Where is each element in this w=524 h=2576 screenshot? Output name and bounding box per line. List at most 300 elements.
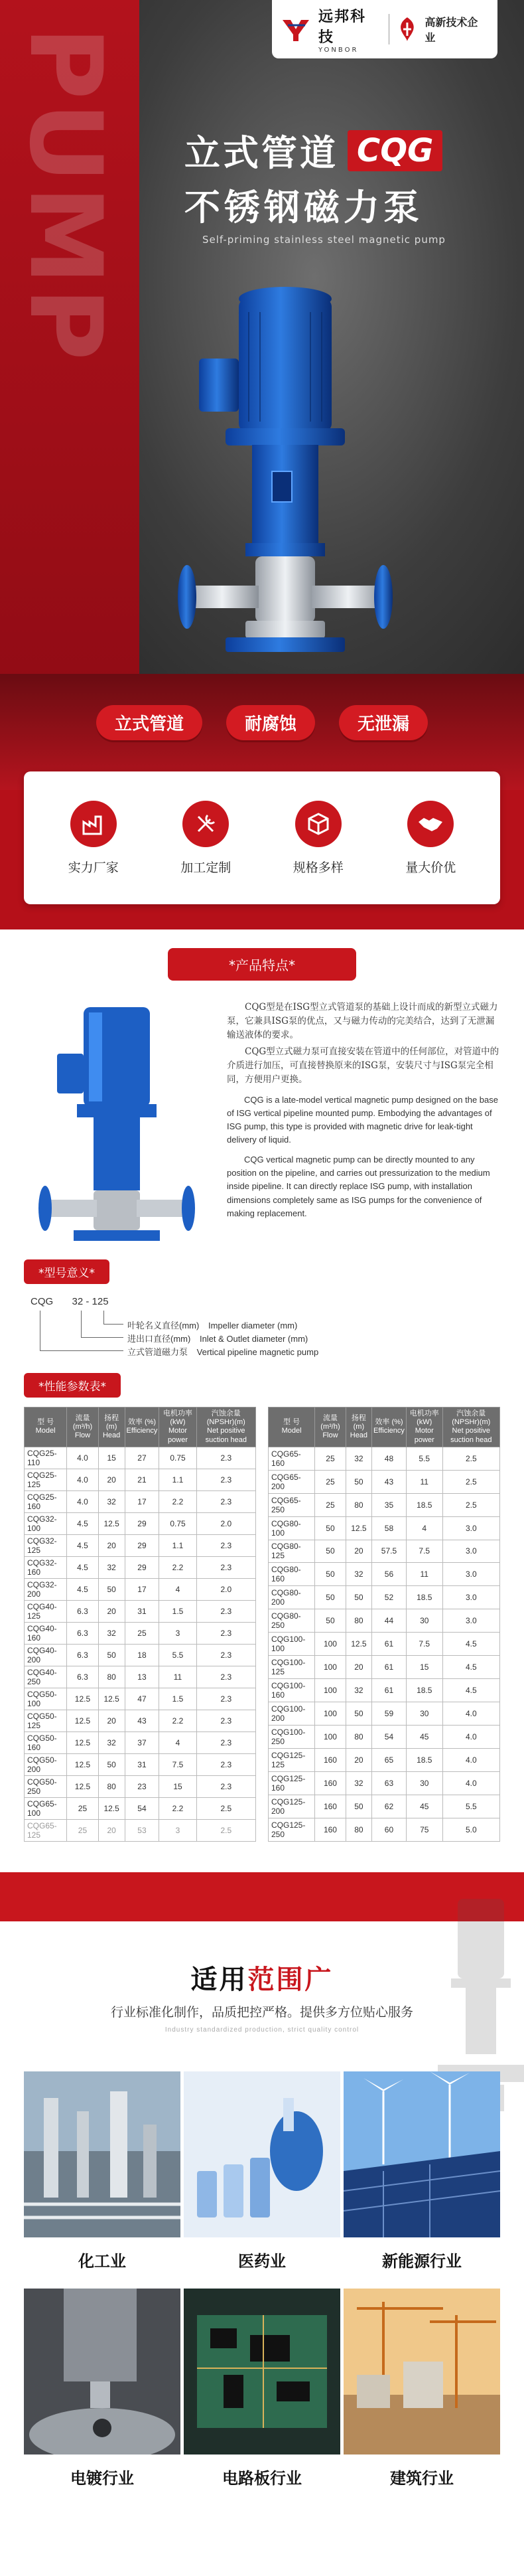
table-row (25, 1490, 256, 1512)
table-cell: 20 (98, 1819, 125, 1841)
table-cell: 0.75 (159, 1447, 196, 1469)
table-cell: 4.0 (67, 1447, 99, 1469)
table-cell: 58 (372, 1516, 407, 1540)
table-cell: 5.5 (406, 1447, 442, 1470)
hero-tag-leakfree: 无泄漏 (339, 705, 428, 740)
table-cell: CQG32-160 (25, 1556, 67, 1578)
electroplating-image (24, 2289, 180, 2455)
table-cell: CQG80-160 (269, 1563, 315, 1586)
table-cell: 160 (315, 1795, 346, 1818)
table-cell: 50 (315, 1609, 346, 1633)
table-cell: 1.1 (159, 1469, 196, 1490)
model-meaning-block (24, 1259, 500, 1373)
table-cell: 44 (372, 1609, 407, 1633)
application-section (0, 1872, 524, 2576)
product-en-paragraph-2: CQG vertical magnetic pump can be directly mounted to any position on the pipeline, and carries out pressurization to the medium inside pipeline. It can directly replace ISG pump, with installation dimensions completely same as ISG pumps for the convenience of making replacement. (227, 1155, 490, 1218)
table-cell: CQG50-100 (25, 1688, 67, 1710)
model-meaning-heading: *型号意义* (24, 1259, 109, 1284)
table-cell: 30 (406, 1702, 442, 1726)
table-cell: CQG65-250 (269, 1493, 315, 1516)
table-cell: 54 (125, 1797, 159, 1819)
table-cell: 13 (125, 1666, 159, 1688)
table-cell: 30 (406, 1609, 442, 1633)
application-title-b: 范围广 (247, 1964, 334, 1995)
table-cell: 2.3 (196, 1775, 255, 1797)
table-cell: 4.0 (67, 1490, 99, 1512)
table-cell: 54 (372, 1726, 407, 1749)
application-item (344, 2071, 500, 2271)
table-cell: CQG25-160 (25, 1490, 67, 1512)
feature-price (405, 801, 456, 876)
table-cell: 11 (159, 1666, 196, 1688)
table-cell: 37 (125, 1731, 159, 1753)
brand-name-cn: 远邦科技 (318, 8, 367, 46)
table-row (269, 1726, 500, 1749)
params-header-cell: 型 号 Model (25, 1408, 67, 1447)
table-cell: 50 (315, 1563, 346, 1586)
table-cell: 4.5 (67, 1512, 99, 1534)
table-cell: 80 (98, 1666, 125, 1688)
table-cell: 50 (98, 1578, 125, 1600)
table-row (25, 1666, 256, 1688)
table-cell: 20 (346, 1540, 371, 1563)
table-cell: 2.3 (196, 1490, 255, 1512)
application-subtitle-en: Industry standardized production, strict quality control (164, 2026, 360, 2034)
table-cell: 2.3 (196, 1731, 255, 1753)
application-title-a: 适用 (190, 1964, 248, 1995)
application-grid (24, 2071, 500, 2488)
table-cell: 1.5 (159, 1688, 196, 1710)
table-cell: CQG50-160 (25, 1731, 67, 1753)
table-cell: 3.0 (442, 1586, 499, 1609)
product-row (24, 1001, 500, 1253)
model-diagram (24, 1293, 500, 1373)
feature-label: 加工定制 (180, 860, 231, 875)
table-cell: 12.5 (98, 1688, 125, 1710)
yonbor-logo-icon (281, 16, 312, 42)
product-description (227, 1001, 500, 1253)
table-row (25, 1819, 256, 1841)
table-cell: CQG32-125 (25, 1534, 67, 1556)
table-row (269, 1818, 500, 1841)
table-cell: 2.5 (442, 1447, 499, 1470)
table-row (25, 1797, 256, 1819)
table-cell: 25 (125, 1622, 159, 1644)
table-cell: CQG65-200 (269, 1470, 315, 1493)
table-cell: 60 (372, 1818, 407, 1841)
table-row (25, 1688, 256, 1710)
table-row (269, 1470, 500, 1493)
table-row (25, 1622, 256, 1644)
table-cell: 12.5 (98, 1512, 125, 1534)
table-cell: 20 (346, 1656, 371, 1679)
params-header-en: Efficiency (126, 1427, 158, 1435)
title-cn-2: 不锈钢磁力泵 (184, 187, 423, 228)
table-row (269, 1609, 500, 1633)
table-row (25, 1644, 256, 1666)
table-cell: 100 (315, 1633, 346, 1656)
table-cell: CQG50-125 (25, 1710, 67, 1731)
table-cell: 4.5 (67, 1534, 99, 1556)
table-cell: 18.5 (406, 1586, 442, 1609)
table-cell: 17 (125, 1490, 159, 1512)
table-cell: 4.5 (442, 1633, 499, 1656)
params-header-cell: 型 号 Model (269, 1408, 315, 1447)
table-cell: 80 (98, 1775, 125, 1797)
table-cell: 2.5 (442, 1470, 499, 1493)
application-item (184, 2071, 340, 2271)
table-row (269, 1679, 500, 1702)
table-cell: 29 (125, 1512, 159, 1534)
table-cell: 48 (372, 1447, 407, 1470)
params-block (24, 1373, 500, 1842)
table-cell: 160 (315, 1818, 346, 1841)
table-cell: 4.0 (442, 1726, 499, 1749)
hero-tag-pipeline: 立式管道 (96, 705, 202, 740)
table-cell: 4.5 (67, 1578, 99, 1600)
table-cell: 2.0 (196, 1578, 255, 1600)
table-cell: CQG125-125 (269, 1748, 315, 1771)
params-header-cell: 流量 (m³/h) Flow (67, 1408, 99, 1447)
table-cell: 65 (372, 1748, 407, 1771)
table-cell: 59 (372, 1702, 407, 1726)
table-cell: 2.3 (196, 1644, 255, 1666)
table-cell: CQG125-200 (269, 1795, 315, 1818)
table-cell: 2.0 (196, 1512, 255, 1534)
table-row (269, 1586, 500, 1609)
table-cell: 7.5 (406, 1540, 442, 1563)
table-cell: 25 (67, 1797, 99, 1819)
table-cell: 1.5 (159, 1600, 196, 1622)
table-cell: 2.3 (196, 1534, 255, 1556)
table-row (269, 1540, 500, 1563)
table-cell: 100 (315, 1656, 346, 1679)
table-cell: CQG80-125 (269, 1540, 315, 1563)
table-cell: 45 (406, 1726, 442, 1749)
table-cell: 53 (125, 1819, 159, 1841)
table-cell: 3 (159, 1819, 196, 1841)
model-item-cn: 叶轮名义直径(mm) (127, 1321, 200, 1330)
application-label: 新能源行业 (382, 2251, 462, 2271)
brand-name-en: YONBOR (318, 46, 359, 54)
title-en: Self-priming stainless steel magnetic pump (202, 234, 446, 246)
params-header-en: Head (350, 1431, 368, 1439)
table-row (25, 1578, 256, 1600)
table-cell: 2.3 (196, 1710, 255, 1731)
application-label: 建筑行业 (390, 2468, 454, 2488)
table-cell: 80 (346, 1726, 371, 1749)
table-cell: 20 (98, 1469, 125, 1490)
table-cell: 56 (372, 1563, 407, 1586)
leader-line (81, 1337, 123, 1338)
table-cell: 32 (346, 1447, 371, 1470)
table-cell: 11 (406, 1470, 442, 1493)
table-cell: 50 (346, 1702, 371, 1726)
table-cell: CQG40-250 (25, 1666, 67, 1688)
model-item-cn: 立式管道磁力泵 (127, 1347, 188, 1357)
table-cell: 47 (125, 1688, 159, 1710)
table-row (25, 1600, 256, 1622)
table-cell: 3.0 (442, 1540, 499, 1563)
table-cell: CQG100-250 (269, 1726, 315, 1749)
table-cell: 43 (372, 1470, 407, 1493)
table-cell: 31 (125, 1600, 159, 1622)
model-item-impeller (127, 1319, 297, 1331)
table-cell: 4.0 (442, 1702, 499, 1726)
hero-tag-corrosion: 耐腐蚀 (226, 705, 315, 740)
table-cell: 2.3 (196, 1600, 255, 1622)
table-cell: CQG100-100 (269, 1633, 315, 1656)
product-cn-paragraph-1: CQG型是在ISG型立式管道泵的基础上设计而成的新型立式磁力泵，它兼具ISG泵的优点，又与磁力传动的完美结合，达到了无泄漏输送液体的要求。 (227, 1002, 498, 1040)
table-row (25, 1469, 256, 1490)
title-line-1 (184, 125, 442, 176)
params-header-cell: 扬程 (m) Head (346, 1408, 371, 1447)
table-cell: CQG80-250 (269, 1609, 315, 1633)
table-row (269, 1702, 500, 1726)
table-cell: 61 (372, 1656, 407, 1679)
table-cell: 25 (315, 1470, 346, 1493)
table-cell: 11 (406, 1563, 442, 1586)
table-cell: CQG65-100 (25, 1797, 67, 1819)
table-cell: CQG125-250 (269, 1818, 315, 1841)
table-cell: 18 (125, 1644, 159, 1666)
params-header-en: Efficiency (373, 1427, 405, 1435)
table-row (269, 1633, 500, 1656)
table-cell: CQG100-200 (269, 1702, 315, 1726)
table-cell: 2.5 (196, 1797, 255, 1819)
table-cell: 100 (315, 1726, 346, 1749)
table-cell: 5.5 (442, 1795, 499, 1818)
table-cell: 50 (346, 1470, 371, 1493)
product-cn-paragraph-2: CQG型立式磁力泵可直接安装在管道中的任何部位，对管道中的介质进行加压，可直接替换原来的ISG泵，安装尺寸与ISG泵完全相同，方便用户更换。 (227, 1046, 499, 1085)
feature-label: 量大价优 (405, 860, 456, 875)
table-row (269, 1516, 500, 1540)
params-header-en: Model (35, 1427, 56, 1435)
table-cell: 32 (98, 1622, 125, 1644)
table-cell: 12.5 (98, 1797, 125, 1819)
table-cell: 3.0 (442, 1516, 499, 1540)
table-cell: CQG32-100 (25, 1512, 67, 1534)
table-cell: CQG40-125 (25, 1600, 67, 1622)
application-subtitle: 行业标准化制作，品质把控严格。提供多方位贴心服务 (110, 2004, 413, 2020)
table-cell: 12.5 (67, 1775, 99, 1797)
product-en-paragraph-1: CQG is a late-model vertical magnetic pump designed on the base of ISG vertical pipeline mounted pump. Embodying the advantages of ISG pump, this type is provided with magnetic drive for leak-tight delivery of liquid. (227, 1094, 498, 1145)
table-cell: 4 (159, 1731, 196, 1753)
application-item (344, 2289, 500, 2488)
table-cell: 5.0 (442, 1818, 499, 1841)
table-cell: 43 (125, 1710, 159, 1731)
table-cell: 1.1 (159, 1534, 196, 1556)
params-header-cell: 汽蚀余量 (NPSHr)(m) Net positive suction head (196, 1408, 255, 1447)
table-cell: 32 (98, 1556, 125, 1578)
certification-label: 高新技术企业 (425, 16, 478, 44)
table-cell: 29 (125, 1534, 159, 1556)
application-label: 医药业 (238, 2251, 286, 2271)
title-cn-1: 立式管道 (184, 132, 338, 174)
application-title (0, 1959, 524, 1996)
application-label: 电镀行业 (70, 2468, 134, 2488)
table-cell: 2.3 (196, 1447, 255, 1469)
table-cell: 62 (372, 1795, 407, 1818)
table-cell: 18.5 (406, 1748, 442, 1771)
model-item-en: Vertical pipeline magnetic pump (196, 1347, 319, 1357)
params-header-row (25, 1408, 256, 1447)
table-cell: CQG40-200 (25, 1644, 67, 1666)
table-cell: 6.3 (67, 1666, 99, 1688)
model-item-cn: 进出口直径(mm) (127, 1334, 191, 1344)
table-cell: 52 (372, 1586, 407, 1609)
table-cell: 21 (125, 1469, 159, 1490)
construction-image (344, 2289, 500, 2455)
table-cell: 15 (159, 1775, 196, 1797)
table-cell: 25 (315, 1493, 346, 1516)
table-cell: 80 (346, 1818, 371, 1841)
table-cell: 160 (315, 1771, 346, 1795)
table-cell: 12.5 (67, 1710, 99, 1731)
table-cell: 2.5 (196, 1819, 255, 1841)
table-cell: 30 (406, 1771, 442, 1795)
table-cell: 18.5 (406, 1679, 442, 1702)
table-cell: 2.3 (196, 1753, 255, 1775)
table-cell: 12.5 (67, 1688, 99, 1710)
table-cell: 100 (315, 1679, 346, 1702)
table-cell: 4.5 (442, 1656, 499, 1679)
logo-bar (272, 0, 497, 58)
params-header-cell: 扬程 (m) Head (98, 1408, 125, 1447)
table-cell: 32 (346, 1771, 371, 1795)
application-item (24, 2071, 180, 2271)
params-body-right (269, 1447, 500, 1841)
table-row (269, 1656, 500, 1679)
table-cell: 12.5 (67, 1753, 99, 1775)
params-header-row (269, 1408, 500, 1447)
table-cell: 80 (346, 1609, 371, 1633)
params-header-en: Net positive suction head (450, 1427, 492, 1444)
table-row (269, 1493, 500, 1516)
params-header-cell: 电机功率 (kW) Motor power (406, 1408, 442, 1447)
params-header-en: Flow (74, 1431, 91, 1439)
pump-illustration (146, 279, 425, 690)
table-cell: 32 (346, 1679, 371, 1702)
table-cell: 57.5 (372, 1540, 407, 1563)
features-section (0, 790, 524, 929)
table-row (25, 1512, 256, 1534)
params-tables (24, 1407, 500, 1842)
table-row (269, 1795, 500, 1818)
table-cell: 12.5 (346, 1516, 371, 1540)
model-item-type (127, 1345, 318, 1358)
params-header-cell: 效率 (%) Efficiency (125, 1408, 159, 1447)
table-cell: CQG100-125 (269, 1656, 315, 1679)
table-cell: 4.0 (442, 1748, 499, 1771)
table-row (25, 1447, 256, 1469)
table-cell: 4.5 (67, 1556, 99, 1578)
application-label: 电路板行业 (222, 2468, 302, 2488)
table-cell: CQG125-160 (269, 1771, 315, 1795)
pharmacy-image (184, 2071, 340, 2237)
brand-text (318, 5, 382, 54)
table-row (25, 1556, 256, 1578)
application-item (184, 2289, 340, 2488)
table-cell: 2.3 (196, 1666, 255, 1688)
table-cell: 4.0 (442, 1771, 499, 1795)
table-row (269, 1563, 500, 1586)
table-cell: 50 (315, 1586, 346, 1609)
table-cell: 2.3 (196, 1469, 255, 1490)
table-cell: CQG65-125 (25, 1819, 67, 1841)
high-tech-emblem-icon (396, 16, 419, 42)
model-code: CQG 32 - 125 (31, 1296, 109, 1307)
table-cell: CQG32-200 (25, 1578, 67, 1600)
table-cell: 0.75 (159, 1512, 196, 1534)
table-cell: 2.2 (159, 1490, 196, 1512)
table-cell: 4 (406, 1516, 442, 1540)
table-cell: CQG50-200 (25, 1753, 67, 1775)
product-heading: *产品特点* (168, 948, 356, 981)
table-row (269, 1748, 500, 1771)
table-cell: 35 (372, 1493, 407, 1516)
table-cell: 18.5 (406, 1493, 442, 1516)
params-heading: *性能参数表* (24, 1373, 121, 1398)
table-cell: 7.5 (406, 1633, 442, 1656)
table-cell: 4.5 (442, 1679, 499, 1702)
table-cell: 27 (125, 1447, 159, 1469)
params-header-cell: 电机功率 (kW) Motor power (159, 1408, 196, 1447)
table-cell: 3.0 (442, 1563, 499, 1586)
table-cell: 2.3 (196, 1688, 255, 1710)
table-row (269, 1771, 500, 1795)
table-cell: 12.5 (346, 1633, 371, 1656)
table-cell: 61 (372, 1679, 407, 1702)
handshake-icon (407, 801, 454, 847)
table-cell: CQG100-160 (269, 1679, 315, 1702)
table-cell: 100 (315, 1702, 346, 1726)
leader-line (103, 1324, 123, 1325)
table-row (25, 1731, 256, 1753)
table-cell: 23 (125, 1775, 159, 1797)
model-code-series: CQG (31, 1296, 54, 1307)
table-cell: 3.0 (442, 1609, 499, 1633)
table-cell: 2.3 (196, 1622, 255, 1644)
params-table-right (268, 1407, 500, 1842)
table-cell: 61 (372, 1633, 407, 1656)
table-cell: 29 (125, 1556, 159, 1578)
feature-label: 实力厂家 (68, 860, 119, 875)
table-cell: CQG25-125 (25, 1469, 67, 1490)
table-cell: 15 (406, 1656, 442, 1679)
feature-specs (293, 801, 344, 876)
table-row (269, 1447, 500, 1470)
params-body-left (25, 1447, 256, 1841)
params-table-left (24, 1407, 256, 1842)
table-cell: 2.3 (196, 1556, 255, 1578)
table-cell: 32 (346, 1563, 371, 1586)
table-cell: 25 (67, 1819, 99, 1841)
table-cell: 7.5 (159, 1753, 196, 1775)
params-header-cell: 效率 (%) Efficiency (372, 1408, 407, 1447)
table-cell: 4 (159, 1578, 196, 1600)
table-cell: 50 (98, 1753, 125, 1775)
table-cell: 15 (98, 1447, 125, 1469)
product-section (0, 929, 524, 1842)
table-cell: 32 (98, 1731, 125, 1753)
table-row (25, 1753, 256, 1775)
params-header-en: Flow (322, 1431, 338, 1439)
table-cell: 12.5 (67, 1731, 99, 1753)
table-row (25, 1534, 256, 1556)
table-cell: 4.0 (67, 1469, 99, 1490)
table-cell: 17 (125, 1578, 159, 1600)
